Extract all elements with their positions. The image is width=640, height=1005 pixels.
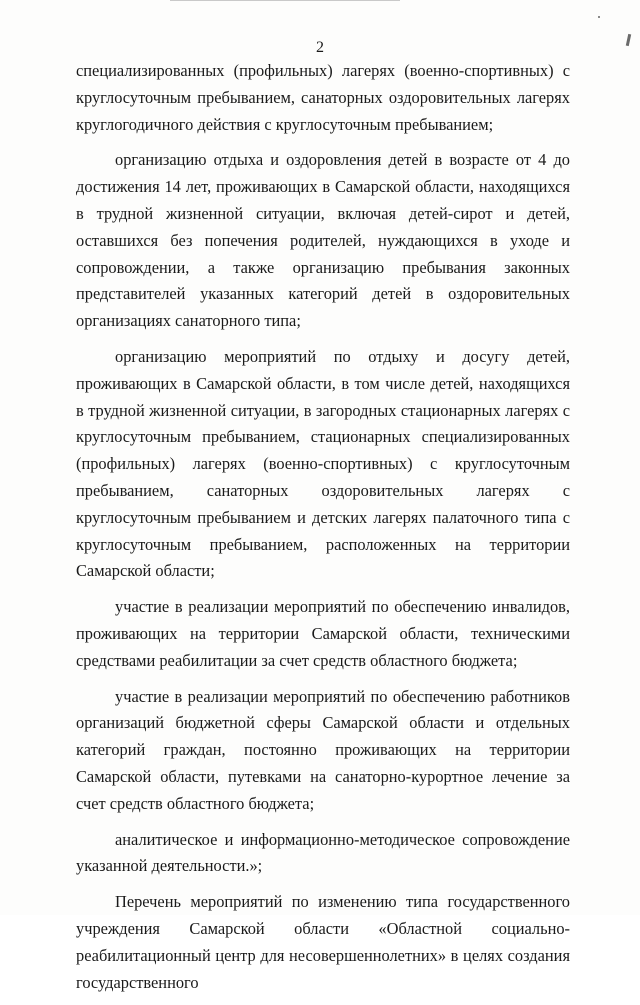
paragraph-rest-organization: организацию отдыха и оздоровления детей в возрасте от 4 до достижения 14 лет, проживающих в Самарской области, находящихся в трудной жизненной ситуации, включая детей-сирот и детей, оставшихся без попечения родителей, нуждающихся в уходе и сопровождении, а также организацию пребывания законных представителей указанных категорий детей в оздоровительных организациях санаторного типа; [76, 150, 570, 331]
document-body [76, 58, 570, 1005]
paragraph-methodological-support: аналитическое и информационно-методическое сопровождение указанной деятельности.»; [76, 829, 570, 876]
scan-speck [598, 16, 600, 18]
page-number: 2 [316, 39, 324, 56]
paragraph-sanatorium-vouchers: участие в реализации мероприятий по обеспечению работников организаций бюджетной сферы Самарской области и отдельных категорий граждан, постоянно проживающих на территории Самарской области, путевками на санаторно-курортное лечение за счет средств областного бюджета; [76, 686, 570, 813]
paragraph-continuation: специализированных (профильных) лагерях (военно-спортивных) с круглосуточным пребыванием, санаторных оздоровительных лагерях круглогодичного действия с круглосуточным пребыванием; [76, 61, 570, 134]
paragraph-rehabilitation-means: участие в реализации мероприятий по обеспечению инвалидов, проживающих на территории Самарской области, техническими средствами реабилитации за счет средств областного бюджета; [76, 597, 570, 670]
paragraph-type-change-list: Перечень мероприятий по изменению типа государственного учреждения Самарской области «Областной социально-реабилитационный центр для несовершеннолетних» в целях создания государственного [76, 892, 570, 992]
scan-top-rule [170, 0, 400, 1]
paragraph-leisure-activities: организацию мероприятий по отдыху и досугу детей, проживающих в Самарской области, в том числе детей, находящихся в трудной жизненной ситуации, в загородных стационарных лагерях с круглосуточным пребыванием, стационарных специализированных (профильных) лагерях (военно-спортивных) с круглосуточным пребыванием, санаторных оздоровительных лагерях с круглосуточным пребыванием и детских лагерях палаточного типа с круглосуточным пребыванием, расположенных на территории Самарской области; [76, 346, 570, 581]
